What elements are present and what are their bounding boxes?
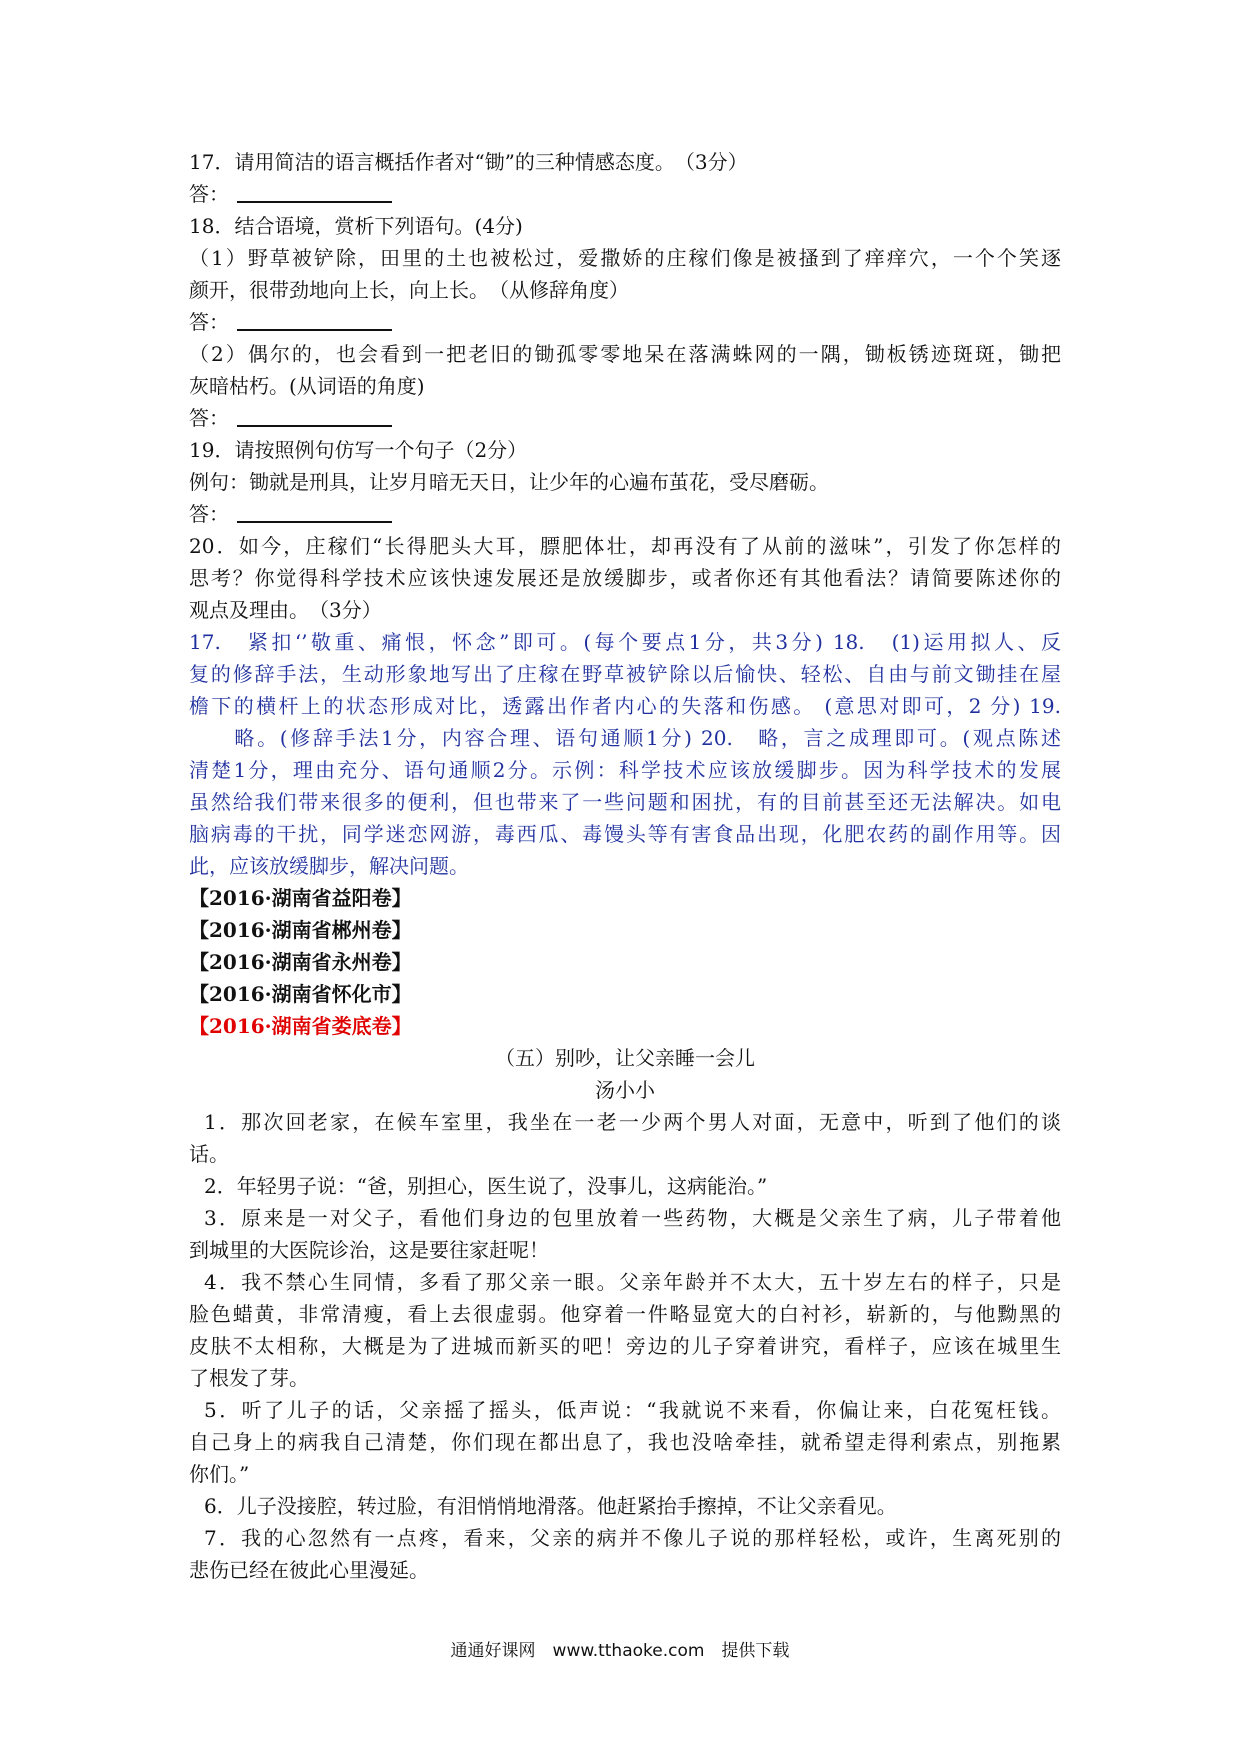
question-20-line: 思考？你觉得科学技术应该快速发展还是放缓脚步，或者你还有其他看法？请简要陈述你的	[189, 566, 1061, 590]
answer-key-line: 17. 紧扣‘’敬重、痛恨，怀念”即可。(每个要点1分，共3分) 18. (1)运用拟人、反	[189, 630, 1061, 654]
answer-blank[interactable]	[237, 424, 392, 427]
question-18-1-line: 颜开，很带劲地向上长，向上长。 （从修辞角度）	[189, 278, 629, 302]
paragraph-line: 2．年轻男子说：“爸，别担心，医生说了，没事儿，这病能治。”	[204, 1174, 768, 1198]
page-footer: 通通好课网 www.tthaoke.com 提供下载	[450, 1641, 790, 1661]
section-heading: 【2016·湖南省益阳卷】	[189, 886, 412, 910]
answer-blank[interactable]	[237, 328, 392, 331]
section-heading: 【2016·湖南省怀化市】	[189, 982, 412, 1006]
answer-label: 答：	[189, 502, 229, 526]
answer-blank[interactable]	[237, 200, 392, 203]
paragraph-line: 5．听了儿子的话，父亲摇了摇头，低声说：“我就说不来看，你偏让来，白花冤枉钱。	[204, 1398, 1061, 1422]
paragraph-line: 自己身上的病我自己清楚，你们现在都出息了，我也没啥牵挂，就希望走得利索点，别拖累	[189, 1430, 1061, 1454]
answer-label: 答：	[189, 182, 229, 206]
section-heading: 【2016·湖南省郴州卷】	[189, 918, 412, 942]
answer-label: 答：	[189, 406, 229, 430]
question-19: 19．请按照例句仿写一个句子（2分）	[189, 438, 528, 462]
section-heading: 【2016·湖南省永州卷】	[189, 950, 412, 974]
question-18-2-line: （2）偶尔的，也会看到一把老旧的锄孤零零地呆在落满蛛网的一隅，锄板锈迹斑斑，锄把	[189, 342, 1061, 366]
paragraph-line: 皮肤不太相称，大概是为了进城而新买的吧！旁边的儿子穿着讲究，看样子，应该在城里生	[189, 1334, 1061, 1358]
paragraph-line: 1．那次回老家，在候车室里，我坐在一老一少两个男人对面，无意中，听到了他们的谈	[204, 1110, 1061, 1134]
answer-key-line: 檐下的横杆上的状态形成对比，透露出作者内心的失落和伤感。 (意思对即可，2 分) 19.	[189, 694, 1061, 718]
answer-line	[189, 306, 1061, 338]
question-19-example: 例句：锄就是刑具，让岁月暗无天日，让少年的心遍布茧花，受尽磨砺。	[189, 470, 829, 494]
paragraph-line: 4．我不禁心生同情，多看了那父亲一眼。父亲年龄并不太大，五十岁左右的样子，只是	[204, 1270, 1061, 1294]
answer-key-line: 此，应该放缓脚步，解决问题。	[189, 854, 469, 878]
paragraph-line: 3．原来是一对父子，看他们身边的包里放着一些药物，大概是父亲生了病，儿子带着他	[204, 1206, 1061, 1230]
paragraph-line: 你们。”	[189, 1462, 250, 1486]
question-20-line: 20．如今，庄稼们“长得肥头大耳，膘肥体壮，却再没有了从前的滋味”，引发了你怎样的	[189, 534, 1061, 558]
answer-key-line: 清楚1分，理由充分、语句通顺2分。示例：科学技术应该放缓脚步。因为科学技术的发展	[189, 758, 1061, 782]
section-heading-highlighted: 【2016·湖南省娄底卷】	[189, 1014, 412, 1038]
paragraph-line: 话。	[189, 1142, 229, 1166]
question-20-line: 观点及理由。 （3分）	[189, 598, 382, 622]
answer-key-line: 略。(修辞手法1分，内容合理、语句通顺1分) 20. 略，言之成理即可。(观点陈述	[189, 726, 1061, 750]
paragraph-line: 脸色蜡黄，非常清瘦，看上去很虚弱。他穿着一件略显宽大的白衬衫，崭新的，与他黝黑的	[189, 1302, 1061, 1326]
article-title: （五）别吵，让父亲睡一会儿	[495, 1046, 755, 1070]
question-17: 17．请用简洁的语言概括作者对“锄”的三种情感态度。 （3分）	[189, 150, 748, 174]
answer-label: 答：	[189, 310, 229, 334]
paragraph-line: 6．儿子没接腔，转过脸，有泪悄悄地滑落。他赶紧抬手擦掉，不让父亲看见。	[204, 1494, 897, 1518]
page-content	[189, 146, 1061, 1586]
paragraph-line: 到城里的大医院诊治，这是要往家赶呢！	[189, 1238, 549, 1262]
question-18-1-line: （1）野草被铲除，田里的土也被松过，爱撒娇的庄稼们像是被搔到了痒痒穴，一个个笑逐	[189, 246, 1061, 270]
answer-line	[189, 498, 1061, 530]
answer-key-line: 复的修辞手法，生动形象地写出了庄稼在野草被铲除以后愉快、轻松、自由与前文锄挂在屋	[189, 662, 1061, 686]
answer-blank[interactable]	[237, 520, 392, 523]
question-18: 18．结合语境，赏析下列语句。(4分)	[189, 214, 523, 238]
answer-line	[189, 178, 1061, 210]
answer-line	[189, 402, 1061, 434]
question-18-2-line: 灰暗枯朽。(从词语的角度)	[189, 374, 425, 398]
paragraph-line: 悲伤已经在彼此心里漫延。	[189, 1558, 429, 1582]
article-author: 汤小小	[595, 1078, 655, 1102]
answer-key-line: 脑病毒的干扰，同学迷恋网游，毒西瓜、毒馒头等有害食品出现，化肥农药的副作用等。因	[189, 822, 1061, 846]
answer-key-line: 虽然给我们带来很多的便利，但也带来了一些问题和困扰，有的目前甚至还无法解决。如电	[189, 790, 1061, 814]
paragraph-line: 7．我的心忽然有一点疼，看来，父亲的病并不像儿子说的那样轻松，或许，生离死别的	[204, 1526, 1061, 1550]
paragraph-line: 了根发了芽。	[189, 1366, 309, 1390]
